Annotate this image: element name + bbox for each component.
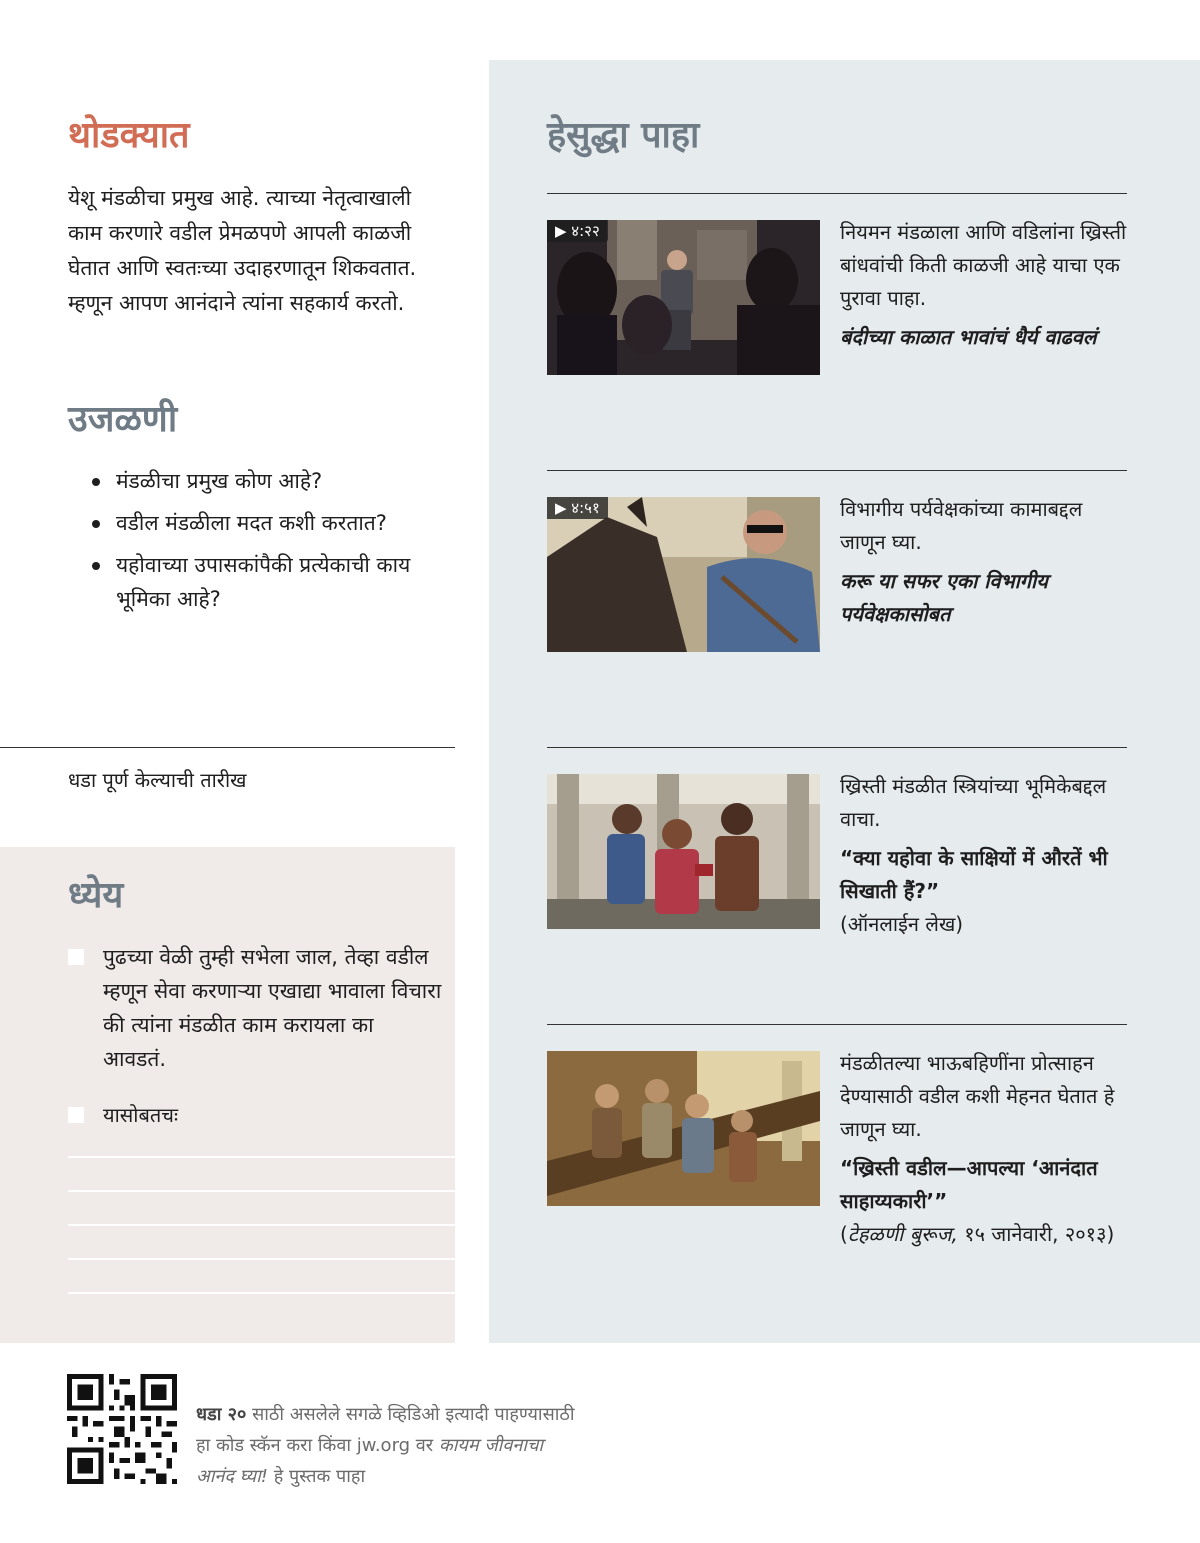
- review-item-text: यहोवाच्या उपासकांपैकी प्रत्येकाची काय भूमिका आहे?: [116, 553, 411, 611]
- item-title-link[interactable]: करू या सफर एका विभागीय पर्यवेक्षकासोबत: [840, 569, 1048, 626]
- divider: [547, 747, 1127, 748]
- review-item: [92, 464, 452, 498]
- footer-note: [196, 1399, 576, 1492]
- see-also-item: [840, 216, 1130, 354]
- item-title-link[interactable]: बंदीच्या काळात भावांचं धैर्य वाढवलं: [840, 325, 1097, 349]
- video-duration: ▶ ४:२२: [547, 220, 608, 242]
- item-title-link[interactable]: “क्या यहोवा के साक्षियों में औरतें भी सिखाती हैं?”: [840, 846, 1108, 903]
- goal-panel: [0, 847, 455, 1343]
- item-description: विभागीय पर्यवेक्षकांच्या कामाबद्दल जाणून घ्या.: [840, 497, 1083, 554]
- item-description: मंडळीतल्या भाऊबहिणींना प्रोत्साहन देण्यासाठी वडील कशी मेहनत घेतात हे जाणून घ्या.: [840, 1051, 1115, 1141]
- goal-checkbox[interactable]: [68, 949, 84, 965]
- source-publication: टेहळणी बुरूज,: [847, 1222, 958, 1246]
- item-source: (ऑनलाईन लेख): [840, 912, 964, 936]
- elders-painting-image: [547, 1051, 820, 1206]
- review-heading: उजळणी: [68, 399, 178, 440]
- write-line[interactable]: [68, 1156, 455, 1158]
- divider: [0, 747, 455, 748]
- review-item-text: वडील मंडळीला मदत कशी करतात?: [116, 511, 387, 535]
- goal-checkbox[interactable]: [68, 1107, 84, 1123]
- women-talking-image: [547, 774, 820, 929]
- item-description: नियमन मंडळाला आणि वडिलांना ख्रिस्ती बांधवांची किती काळजी आहे याचा एक पुरावा पाहा.: [840, 220, 1127, 310]
- goal-item-text: पुढच्या वेळी तुम्ही सभेला जाल, तेव्हा वडील म्हणून सेवा करणाऱ्या एखाद्या भावाला विचारा की त्यांना मंडळीत काम करायला का आवडतं.: [103, 945, 442, 1071]
- divider: [547, 193, 1127, 194]
- see-also-item: [840, 770, 1130, 941]
- video-thumbnail[interactable]: [547, 220, 820, 375]
- completion-date-label: धडा पूर्ण केल्याची तारीख: [68, 768, 247, 792]
- article-thumbnail[interactable]: [547, 774, 820, 929]
- article-thumbnail[interactable]: [547, 1051, 820, 1206]
- footer-lesson: धडा २०: [196, 1404, 247, 1425]
- write-line[interactable]: [68, 1292, 455, 1294]
- item-description: ख्रिस्ती मंडळीत स्त्रियांच्या भूमिकेबद्दल वाचा.: [840, 774, 1107, 831]
- review-item-text: मंडळीचा प्रमुख कोण आहे?: [116, 469, 323, 493]
- review-item: [92, 548, 452, 616]
- source-date: १५ जानेवारी, २०१३): [964, 1222, 1115, 1246]
- bullet-icon: [92, 520, 100, 528]
- item-source: (टेहळणी बुरूज, १५ जानेवारी, २०१३): [840, 1222, 1115, 1246]
- video-thumbnail[interactable]: [547, 497, 820, 652]
- write-line[interactable]: [68, 1224, 455, 1226]
- bullet-icon: [92, 478, 100, 486]
- man-with-donkey-image: [547, 497, 820, 652]
- review-list: [92, 464, 452, 624]
- review-item: [92, 506, 452, 540]
- footer-book-title: कायम जीवनाचा आनंद घ्या!: [196, 1435, 544, 1487]
- qr-code-icon[interactable]: [67, 1374, 177, 1484]
- meeting-room-image: [547, 220, 820, 375]
- divider: [547, 1024, 1127, 1025]
- write-line[interactable]: [68, 1190, 455, 1192]
- write-line[interactable]: [68, 1258, 455, 1260]
- see-also-item: [840, 1047, 1130, 1251]
- summary-text: येशू मंडळीचा प्रमुख आहे. त्याच्या नेतृत्वाखाली काम करणारे वडील प्रेमळपणे आपली काळजी घेतात आणि स्वतःच्या उदाहरणातून शिकवतात. म्हणून आपण आनंदाने त्यांना सहकार्य करतो.: [68, 186, 417, 315]
- goal-also-label: यासोबतचः: [103, 1103, 179, 1127]
- see-also-heading: हेसुद्धा पाहा: [547, 115, 700, 156]
- video-duration: ▶ ४:५१: [547, 497, 608, 519]
- bullet-icon: [92, 562, 100, 570]
- summary-heading: थोडक्यात: [68, 115, 190, 156]
- item-title-link[interactable]: “ख्रिस्ती वडील—आपल्या ‘आनंदात साहाय्यकारी’”: [840, 1156, 1098, 1213]
- divider: [547, 470, 1127, 471]
- see-also-item: [840, 493, 1130, 631]
- goal-heading: ध्येय: [68, 875, 124, 916]
- footer-text: साठी असलेले सगळे व्हिडिओ इत्यादी पाहण्यासाठी हा कोड स्कॅन करा किंवा jw.org वर: [196, 1404, 575, 1456]
- footer-text-end: हे पुस्तक पाहा: [273, 1466, 366, 1487]
